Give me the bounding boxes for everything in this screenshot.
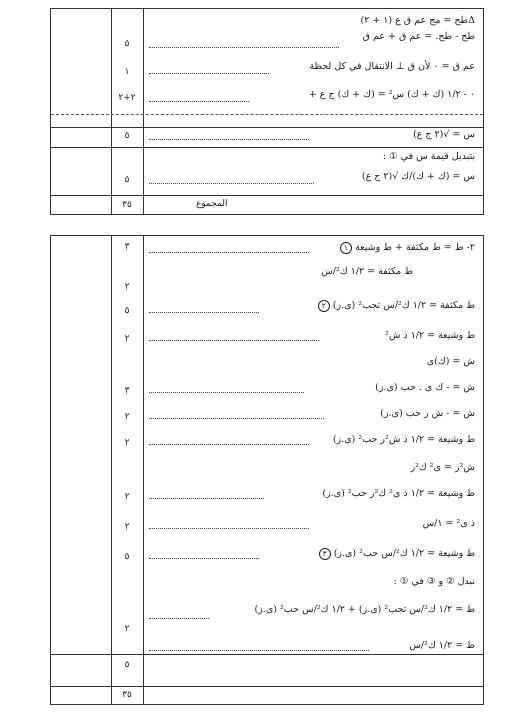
mark-value: ٢	[124, 334, 130, 344]
dotted-line	[149, 340, 319, 341]
step-text: ش = - ش ر حب (ى.ز)	[380, 408, 475, 419]
step-text: س = √(٢ ج ع)	[412, 129, 475, 140]
mark-value: ٥	[124, 306, 130, 316]
step-text: ش²ر = ى² ك²ر	[410, 462, 475, 473]
dotted-line	[149, 650, 369, 651]
step-row-1	[340, 242, 475, 254]
step-row-2	[321, 266, 413, 277]
mark-value: ٢	[124, 492, 130, 502]
step-text: ط وشيعة = ١/٢ ذ ش²ر حب² (ى.ز)	[332, 434, 475, 445]
step-row-9	[410, 462, 475, 473]
bottom-answer-table	[50, 235, 484, 705]
step-row-6	[383, 151, 475, 162]
step-text: ش = - ك ى . حب (ى.ز)	[375, 382, 475, 393]
step-row-7	[380, 408, 475, 419]
mark-value: ٥	[124, 39, 130, 49]
step-row-8	[333, 434, 475, 445]
mark-value: ٢	[124, 412, 130, 422]
mark-value: ٥	[124, 660, 130, 670]
mark-value: ٣	[124, 242, 130, 252]
step-text: ط وشيعة = ١/٢ ذ ى² ك²ر حب² (ى.ز)	[322, 488, 475, 499]
mark-value: ٣	[124, 386, 130, 396]
dotted-line	[149, 312, 259, 313]
step-text: ط = ١/٢ ك²/س	[409, 640, 475, 651]
equation-number-badge: ٢	[318, 300, 330, 312]
mark-value: ٢	[124, 438, 130, 448]
step-row-4	[309, 89, 475, 100]
step-row-7	[362, 171, 475, 182]
total-mark: ٣٥	[122, 690, 132, 700]
mark-value: ٥	[124, 552, 130, 562]
step-text: بتبديل قيمة س في ① :	[382, 151, 475, 162]
mark-value: ٢	[124, 624, 130, 634]
equation-number-badge: ٣	[319, 548, 331, 560]
step-text: ٢- ط = ط مكثفة + ط وشيعة	[355, 242, 475, 253]
mark-value: ٢	[124, 522, 130, 532]
step-row-2	[363, 31, 475, 42]
step-row-5	[427, 356, 475, 367]
step-text: ط = ١/٢ ك²/س تجب² (ى.ز) + ١/٢ ك²/س حب² (ى.ز)	[254, 604, 475, 615]
step-row-12	[319, 548, 475, 560]
total-mark: ٣٥	[122, 200, 132, 210]
step-row-11	[423, 518, 475, 529]
total-label: المجموع	[196, 199, 228, 209]
dotted-line	[149, 444, 309, 445]
step-row-10	[322, 488, 475, 499]
mark-value: ٥	[124, 175, 130, 185]
step-text: ذ ى² = ١/س	[422, 518, 475, 529]
dotted-line	[149, 528, 309, 529]
step-text: س = (ك + ك)/ك √(٢ ج ع)	[361, 171, 475, 182]
step-row-1	[360, 15, 475, 26]
dotted-line	[149, 618, 209, 619]
step-text: نبدل ② و ③ في ① :	[393, 576, 475, 587]
step-text: ط وشيعة = ١/٢ ذ ش²	[385, 330, 475, 341]
step-text: ط مكثفة = ١/٢ ك²/س	[321, 266, 413, 277]
step-text: عم ق = ٠ لأن ق ⊥ الانتقال في كل لحظة	[309, 61, 475, 72]
dotted-line	[149, 101, 249, 102]
dotted-line	[149, 498, 264, 499]
mark-value: ٥	[124, 131, 130, 141]
dotted-line	[149, 183, 314, 184]
step-row-3	[318, 300, 475, 312]
mark-value: ٢	[124, 282, 130, 292]
step-text: ط مكثفة = ١/٢ ك²/س تجب² (ى.ز)	[332, 300, 475, 311]
dotted-line	[149, 418, 324, 419]
dotted-line	[149, 558, 259, 559]
mark-value: ٢+٢	[118, 93, 136, 103]
step-text: ش = (ك)ى	[426, 356, 475, 367]
step-text: طح - طح. = عم ق + عم ق	[362, 31, 475, 42]
step-row-5	[413, 129, 475, 140]
dotted-line	[149, 73, 269, 74]
step-row-3	[309, 61, 475, 72]
step-row-13	[394, 576, 475, 587]
step-row-4	[385, 330, 475, 341]
step-row-15	[409, 640, 475, 651]
dotted-line	[149, 252, 309, 253]
dotted-line	[149, 47, 339, 48]
dotted-line	[149, 139, 309, 140]
step-row-6	[375, 382, 475, 393]
mark-value: ١	[124, 67, 130, 77]
top-answer-table	[50, 8, 484, 215]
dotted-line	[149, 392, 304, 393]
step-text: ٠ - ١/٢ (ك + ك) س² = (ك + ك) ج ع +	[308, 89, 475, 100]
step-text: Δطح = مج عم ق ع (١ + ٢)	[360, 15, 475, 26]
step-row-14	[255, 604, 476, 615]
step-text: ط وشيعة = ١/٢ ك²/س حب² (ى.ز)	[333, 548, 475, 559]
equation-number-badge: ١	[340, 242, 352, 254]
